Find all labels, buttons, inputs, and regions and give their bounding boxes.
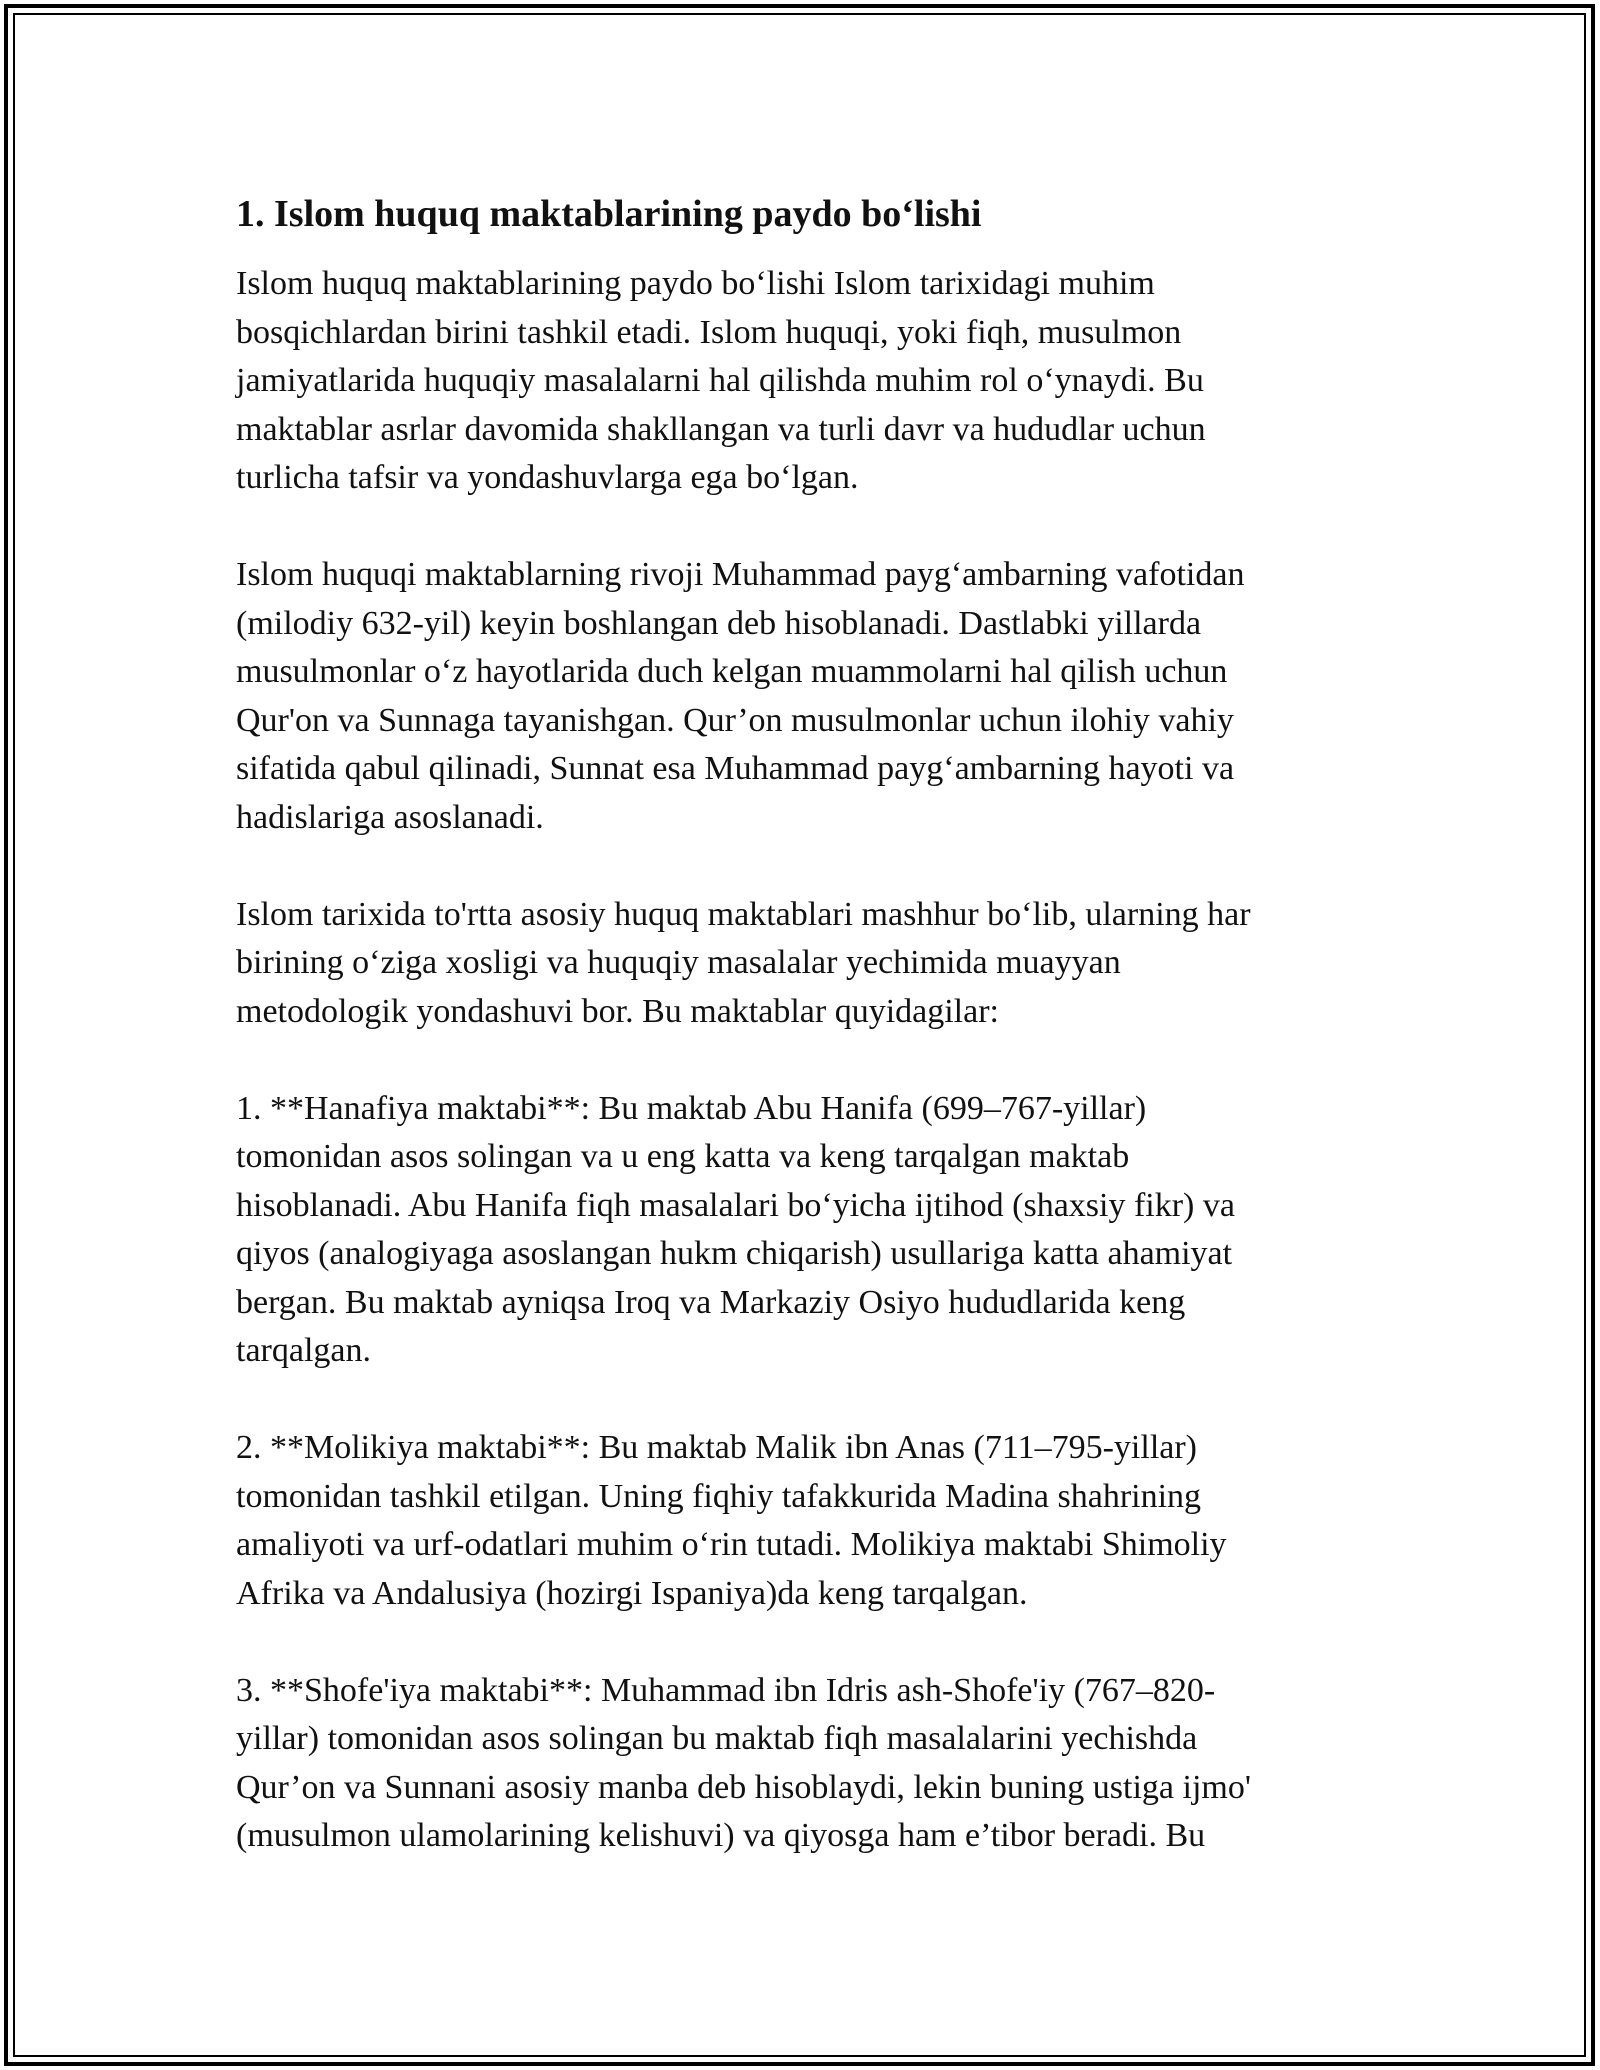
text-line: (musulmon ulamolarining kelishuvi) va qiyosga ham e’tibor beradi. Bu <box>236 1817 1206 1854</box>
text-line: musulmonlar o‘z hayotlarida duch kelgan muammolarni hal qilish uchun <box>236 653 1228 690</box>
text-line: tomonidan tashkil etilgan. Uning fiqhiy tafakkurida Madina shahrining <box>236 1477 1202 1515</box>
text-line: maktablar asrlar davomida shakllangan va turli davr va hududlar uchun <box>236 410 1206 448</box>
text-line: metodologik yondashuvi bor. Bu maktablar quyidagilar: <box>236 992 999 1030</box>
text-line: Islom huquqi maktablarning rivoji Muhammad payg‘ambarning vafotidan <box>236 556 1245 593</box>
text-line: (milodiy 632-yil) keyin boshlangan deb hisoblanadi. Dastlabki yillarda <box>236 604 1202 642</box>
text-line: tarqalgan. <box>236 1332 371 1369</box>
paragraph-intro <box>236 260 1376 503</box>
text-line: Afrika va Andalusiya (hozirgi Ispaniya)da keng tarqalgan. <box>236 1574 1028 1612</box>
text-line: sifatida qabul qilinadi, Sunnat esa Muhammad payg‘ambarning hayoti va <box>236 750 1235 787</box>
paragraph-maliki <box>236 1424 1376 1618</box>
text-line: turlicha tafsir va yondashuvlarga ega bo‘lgan. <box>236 459 859 496</box>
text-line: yillar) tomonidan asos solingan bu maktab fiqh masalalarini yechishda <box>236 1720 1198 1757</box>
text-line: Qur’on va Sunnani asosiy manba deb hisoblaydi, lekin buning ustiga ijmo' <box>236 1768 1251 1806</box>
document-body <box>236 186 1376 1909</box>
section-heading: 1. Islom huquq maktablarining paydo bo‘lishi <box>236 193 982 235</box>
text-line: bosqichlardan birini tashkil etadi. Islom huquqi, yoki fiqh, musulmon <box>236 313 1182 351</box>
text-line: amaliyoti va urf-odatlari muhim o‘rin tutadi. Molikiya maktabi Shimoliy <box>236 1526 1227 1563</box>
paragraph-schools-intro <box>236 891 1376 1037</box>
text-line: bergan. Bu maktab ayniqsa Iroq va Markaziy Osiyo hududlarida keng <box>236 1283 1186 1321</box>
text-line: birining o‘ziga xosligi va huquqiy masalalar yechimida muayyan <box>236 944 1121 981</box>
text-line: qiyos (analogiyaga asoslangan hukm chiqarish) usullariga katta ahamiyat <box>236 1235 1233 1272</box>
text-line: Qur'on va Sunnaga tayanishgan. Qur’on musulmonlar uchun ilohiy vahiy <box>236 701 1234 739</box>
text-line: 1. **Hanafiya maktabi**: Bu maktab Abu Hanifa (699–767-yillar) <box>236 1089 1147 1127</box>
paragraph-hanafi <box>236 1085 1376 1376</box>
text-line: Islom huquq maktablarining paydo bo‘lishi Islom tarixidagi muhim <box>236 265 1155 302</box>
text-line: Islom tarixida to'rtta asosiy huquq maktablari mashhur bo‘lib, ularning har <box>236 895 1251 933</box>
paragraph-shafii <box>236 1667 1376 1861</box>
text-line: 2. **Molikiya maktabi**: Bu maktab Malik ibn Anas (711–795-yillar) <box>236 1429 1197 1466</box>
text-line: 3. **Shofe'iya maktabi**: Muhammad ibn Idris ash-Shofe'iy (767–820- <box>236 1671 1216 1709</box>
text-line: jamiyatlarida huquqiy masalalarni hal qilishda muhim rol o‘ynaydi. Bu <box>236 362 1204 399</box>
text-line: hisoblanadi. Abu Hanifa fiqh masalalari bo‘yicha ijtihod (shaxsiy fikr) va <box>236 1186 1235 1224</box>
text-line: tomonidan asos solingan va u eng katta va keng tarqalgan maktab <box>236 1138 1130 1175</box>
text-line: hadislariga asoslanadi. <box>236 798 544 836</box>
paragraph-history <box>236 551 1376 842</box>
